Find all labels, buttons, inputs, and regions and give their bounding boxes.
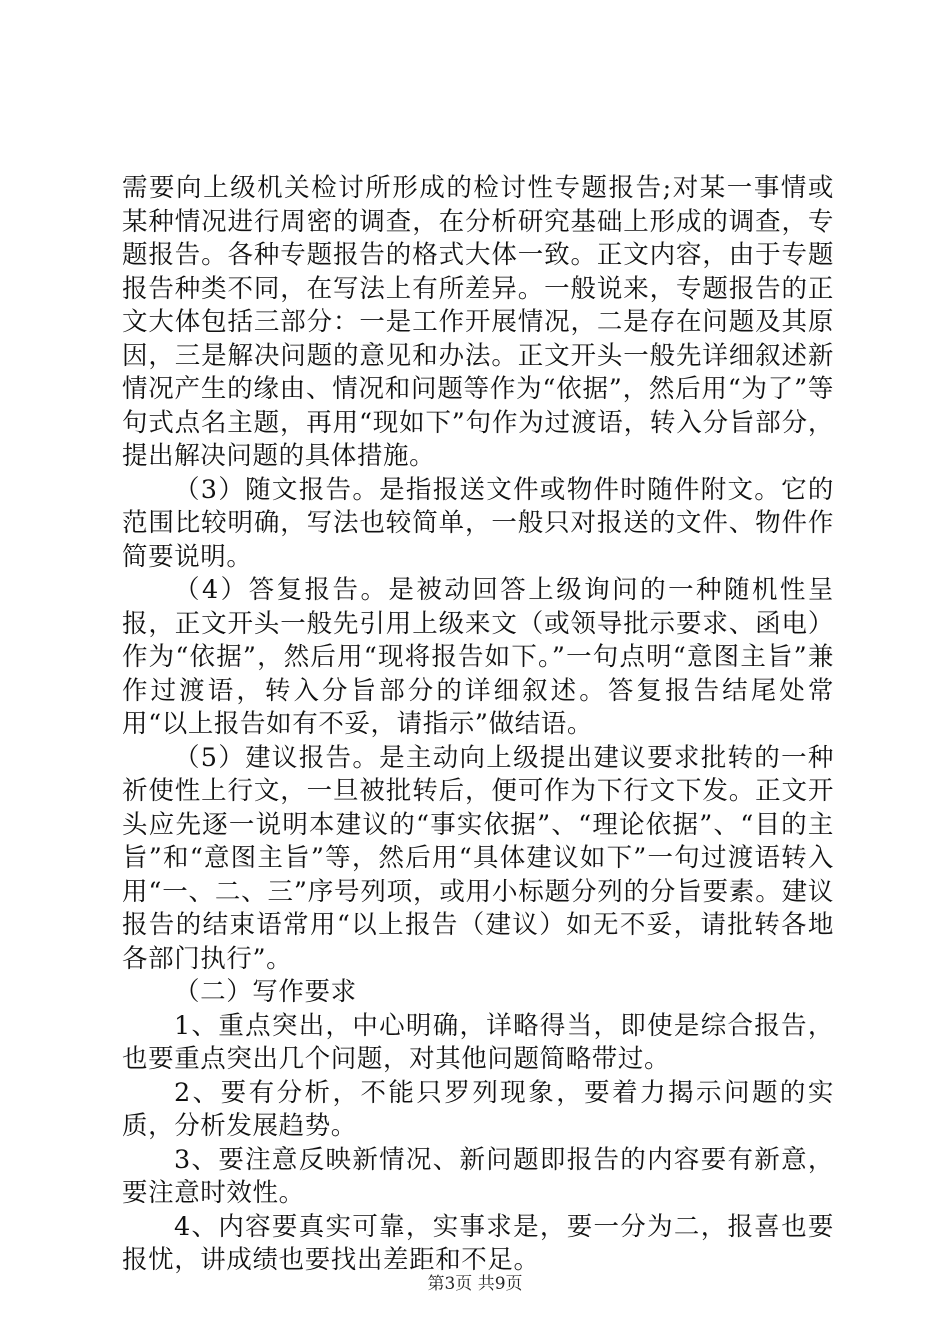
paragraph-proposal-report: （5）建议报告。是主动向上级提出建议要求批转的一种祈使性上行文，一旦被批转后，便可作为下行文下发。正文开头应先逐一说明本建议的“事实依据”、“理论依据”、“目的主旨”和“意图主旨”等，然后用“具体建议如下”一句过渡语转入用“一、二、三”序号列项，或用小标题分列的分旨要素。建议报告的结束语常用“以上报告（建议）如无不妥，请批转各地各部门执行”。 (122, 742, 834, 974)
requirement-item-2: 2、要有分析，不能只罗列现象，要着力揭示问题的实质，分析发展趋势。 (122, 1077, 834, 1141)
paragraph-accompanying-report: （3）随文报告。是指报送文件或物件时随件附文。它的范围比较明确，写法也较简单，一般只对报送的文件、物件作简要说明。 (122, 474, 834, 572)
document-body (122, 172, 834, 1278)
page-number-footer: 第3页 共9页 (427, 1274, 523, 1294)
requirement-item-4: 4、内容要真实可靠，实事求是，要一分为二，报喜也要报忧，讲成绩也要找出差距和不足。 (122, 1211, 834, 1275)
paragraph-reply-report: （4）答复报告。是被动回答上级询问的一种随机性呈报，正文开头一般先引用上级来文（或领导批示要求、函电）作为“依据”，然后用“现将报告如下。”一句点明“意图主旨”兼作过渡语，转入分旨部分的详细叙述。答复报告结尾处常用“以上报告如有不妥，请指示”做结语。 (122, 575, 834, 739)
section-heading-writing-requirements: （二）写作要求 (174, 977, 357, 1007)
requirement-item-1: 1、重点突出，中心明确，详略得当，即使是综合报告，也要重点突出几个问题，对其他问题简略带过。 (122, 1010, 834, 1074)
requirement-item-3: 3、要注意反映新情况、新问题即报告的内容要有新意，要注意时效性。 (122, 1144, 834, 1208)
paragraph-special-report-continued: 需要向上级机关检讨所形成的检讨性专题报告;对某一事情或某种情况进行周密的调查，在分析研究基础上形成的调查，专题报告。各种专题报告的格式大体一致。正文内容，由于专题报告种类不同，在写法上有所差异。一般说来，专题报告的正文大体包括三部分：一是工作开展情况，二是存在问题及其原因，三是解决问题的意见和办法。正文开头一般先详细叙述新情况产生的缘由、情况和问题等作为“依据”，然后用“为了”等句式点名主题，再用“现如下”句作为过渡语，转入分旨部分，提出解决问题的具体措施。 (122, 173, 834, 471)
